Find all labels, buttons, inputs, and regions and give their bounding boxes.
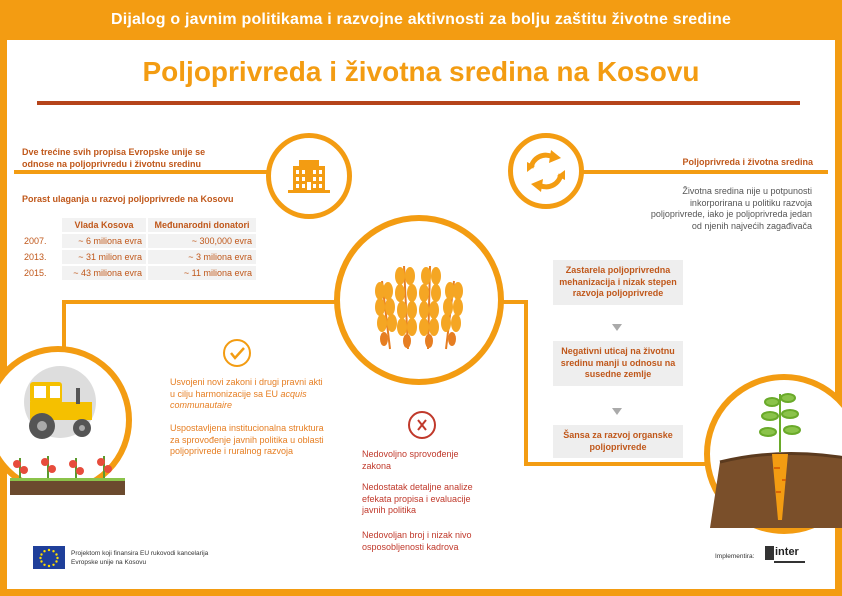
connector-drop-left <box>62 300 66 350</box>
tomato-plants-icon <box>10 452 125 497</box>
connector-center-left <box>62 300 342 304</box>
table-cell-gov: ~ 43 miliona evra <box>62 266 146 280</box>
funding-text: Projektom koji finansira EU rukovodi kancelarija Evropske unije na Kosovu <box>71 550 209 566</box>
building-icon <box>271 138 347 214</box>
table-header-donors: Međunarodni donatori <box>148 218 256 232</box>
acquis-text: acquis communautaire <box>170 388 307 410</box>
connector-left-top <box>14 170 276 174</box>
flow-box-mechanization: Zastarela poljoprivredna mehanizacija i nizak stepen razvoja poljoprivrede <box>553 260 683 305</box>
connector-right-top <box>572 170 828 174</box>
right-description: Životna sredina nije u potpunosti inkorporirana u politiku razvoja poljoprivrede, iako je poljoprivreda jedan od njenih najvećih zagađivača <box>650 186 812 231</box>
negative-item-enforcement: Nedovoljno sprovođenje zakona <box>362 449 459 471</box>
table-cell-gov: ~ 6 miliona evra <box>62 234 146 248</box>
connector-drop-right <box>524 300 528 465</box>
inter-logo-text: inter <box>775 546 799 558</box>
connector-center-right <box>500 300 527 304</box>
table-row <box>20 266 256 280</box>
positive-item-laws-text: Usvojeni novi zakoni i drugi pravni akti u cilju harmonizacije sa EU <box>170 377 323 399</box>
table-row <box>20 250 256 264</box>
top-banner: Dijalog o javnim politikama i razvojne aktivnosti za bolju zaštitu životne sredine <box>0 0 842 40</box>
positive-item-institutions: Uspostavljena institucionalna struktura za sprovođenje javnih politika u oblasti poljoprivrede i ruralnog razvoja <box>170 423 324 456</box>
x-icon <box>408 411 436 439</box>
recycle-icon <box>513 138 579 204</box>
garden-strip <box>10 452 125 497</box>
table-cell-gov: ~ 31 milion evra <box>62 250 146 264</box>
table-cell-donors: ~ 300,000 evra <box>148 234 256 248</box>
table-cell-year: 2015. <box>20 266 60 280</box>
table-header-empty <box>20 218 60 232</box>
carrot-circle <box>704 374 842 534</box>
eu-flag-icon <box>33 546 65 569</box>
table-header-gov: Vlada Kosova <box>62 218 146 232</box>
table-cell-donors: ~ 3 miliona evra <box>148 250 256 264</box>
implementer-label: Implementira: <box>715 553 755 560</box>
table-header-row <box>20 218 256 232</box>
negative-item-analysis: Nedostatak detaljne analize efekata propisa i evaluacije javnih politika <box>362 482 473 515</box>
negative-item-staff: Nedovoljan broj i nizak nivo osposobljenosti kadrova <box>362 530 472 552</box>
connector-bottom-right <box>524 462 724 466</box>
table-row <box>20 234 256 248</box>
investment-table <box>18 216 258 282</box>
page-title: Poljoprivreda i životna sredina na Kosovu <box>142 56 700 87</box>
flow-box-impact: Negativni uticaj na životnu sredinu manji u odnosu na susedne zemlje <box>553 341 683 386</box>
table-cell-year: 2013. <box>20 250 60 264</box>
regulations-text: Dve trećine svih propisa Evropske unije se odnose na poljoprivredu i životnu sredinu <box>22 147 206 169</box>
positive-item-laws <box>170 377 330 412</box>
right-heading: Poljoprivreda i životna sredina <box>682 157 813 167</box>
table-cell-donors: ~ 11 miliona evra <box>148 266 256 280</box>
table-cell-year: 2007. <box>20 234 60 248</box>
inter-logo <box>765 546 805 566</box>
building-circle <box>266 133 352 219</box>
flow-arrow-1 <box>612 324 622 331</box>
carrot-icon <box>710 380 842 528</box>
investment-title: Porast ulaganja u razvoj poljoprivrede na Kosovu <box>22 194 234 204</box>
flow-box-organic: Šansa za razvoj organske poljoprivrede <box>553 425 683 458</box>
check-icon <box>223 339 251 367</box>
wheat-icon <box>340 221 498 379</box>
wheat-circle <box>334 215 504 385</box>
flow-arrow-2 <box>612 408 622 415</box>
recycle-circle <box>508 133 584 209</box>
title-divider <box>37 101 800 105</box>
